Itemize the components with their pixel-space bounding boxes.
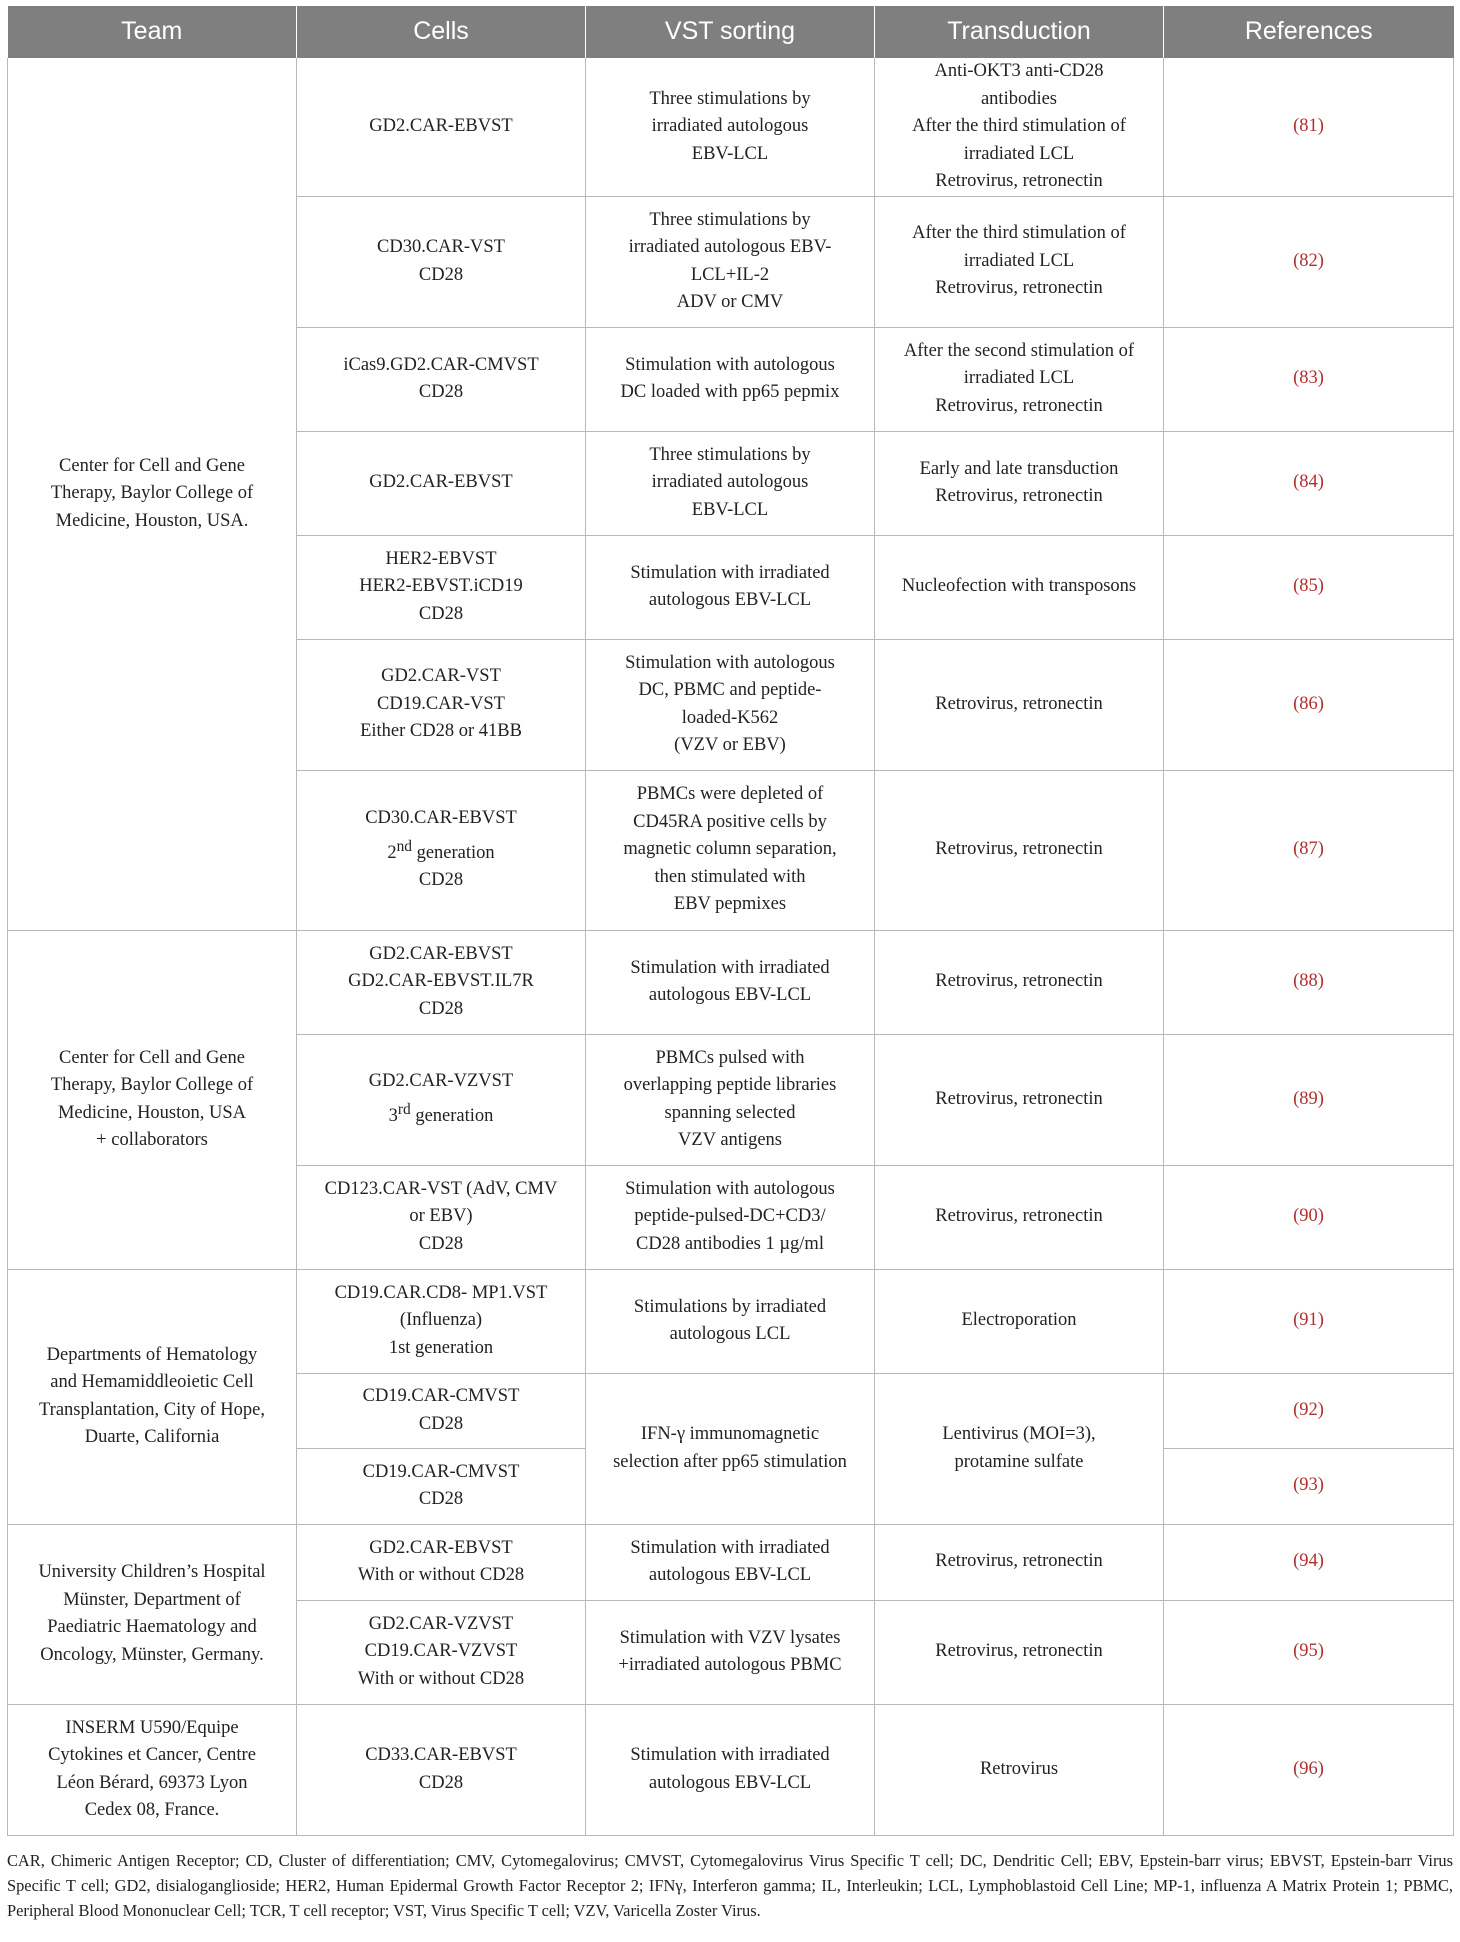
- transduction-line: Nucleofection with transposons: [901, 576, 1137, 597]
- sorting-cell: [586, 431, 875, 535]
- sorting-line: Stimulation with autologous: [625, 1178, 835, 1199]
- transduction-cell: [875, 930, 1164, 1034]
- reference-cell: (90): [1164, 1165, 1454, 1269]
- transduction-cell: [875, 639, 1164, 770]
- sorting-cell: [586, 196, 875, 327]
- sorting-cell: [586, 1165, 875, 1269]
- cells-line: GD2.CAR-EBVST: [369, 1537, 513, 1558]
- team-line: Münster, Department of: [63, 1589, 241, 1610]
- cells-cell: [297, 1034, 586, 1165]
- header-team: Team: [8, 6, 297, 58]
- sorting-line: ADV or CMV: [676, 292, 784, 312]
- header-transduction: Transduction: [875, 6, 1164, 58]
- sorting-line: Stimulation with irradiated: [630, 957, 830, 978]
- team-line: Cedex 08, France.: [84, 1800, 220, 1820]
- sorting-line: Stimulation with irradiated: [630, 562, 830, 583]
- cells-line: CD28: [418, 264, 464, 285]
- cells-line: HER2-EBVST.iCD19: [359, 576, 523, 597]
- reference-link[interactable]: 93: [1299, 1475, 1318, 1496]
- team-line: Duarte, California: [84, 1427, 220, 1447]
- transduction-line: Retrovirus, retronectin: [935, 395, 1103, 416]
- transduction-cell: [875, 431, 1164, 535]
- reference-cell: (92): [1164, 1373, 1454, 1448]
- cells-cell: [297, 639, 586, 770]
- reference-link[interactable]: 94: [1299, 1551, 1318, 1572]
- transduction-line: Retrovirus, retronectin: [935, 1206, 1103, 1227]
- team-line: University Children’s Hospital: [38, 1562, 266, 1582]
- transduction-line: Retrovirus, retronectin: [935, 486, 1103, 506]
- sorting-line: EBV-LCL: [691, 499, 769, 520]
- sorting-line: Stimulation with irradiated: [630, 1537, 830, 1558]
- transduction-line: Retrovirus: [979, 1758, 1059, 1779]
- reference-link[interactable]: 89: [1299, 1088, 1318, 1109]
- team-cell: [8, 58, 297, 930]
- sorting-line: Three stimulations by: [649, 88, 811, 109]
- transduction-line: After the second stimulation of: [903, 340, 1135, 361]
- cells-line: With or without CD28: [357, 1668, 525, 1689]
- sorting-line: autologous EBV-LCL: [648, 1772, 812, 1793]
- sorting-line: irradiated autologous EBV-: [628, 237, 832, 257]
- cells-cell: [297, 1524, 586, 1600]
- transduction-line: Lentivirus (MOI=3),: [942, 1424, 1096, 1444]
- transduction-line: irradiated LCL: [963, 143, 1075, 164]
- sorting-line: CD28 antibodies 1 µg/ml: [636, 1233, 824, 1254]
- sorting-line: spanning selected: [664, 1102, 796, 1123]
- team-line: Léon Bérard, 69373 Lyon: [56, 1772, 248, 1793]
- reference-cell: (91): [1164, 1269, 1454, 1373]
- cells-line: iCas9.GD2.CAR-CMVST: [343, 354, 539, 375]
- reference-link[interactable]: 96: [1299, 1758, 1318, 1779]
- sorting-line: Stimulation with irradiated: [630, 1745, 830, 1765]
- reference-link[interactable]: 82: [1299, 250, 1318, 271]
- cells-line: GD2.CAR-EBVST: [369, 943, 513, 964]
- reference-cell: (84): [1164, 431, 1454, 535]
- sorting-cell: [586, 1034, 875, 1165]
- sorting-line: EBV-LCL: [691, 143, 769, 164]
- cells-cell: [297, 1373, 586, 1448]
- transduction-line: protamine sulfate: [954, 1451, 1084, 1472]
- team-line: INSERM U590/Equipe: [65, 1717, 239, 1738]
- header-cells: Cells: [297, 6, 586, 58]
- reference-cell: (82): [1164, 196, 1454, 327]
- cells-cell: [297, 1448, 586, 1524]
- sorting-line: magnetic column separation,: [623, 839, 837, 860]
- cells-cell: [297, 431, 586, 535]
- cells-line: GD2.CAR-VZVST: [368, 1613, 514, 1634]
- cells-cell: [297, 770, 586, 930]
- transduction-cell: [875, 1034, 1164, 1165]
- cells-line: 1st generation: [388, 1337, 494, 1358]
- transduction-line: After the third stimulation of: [912, 223, 1126, 244]
- transduction-line: Retrovirus, retronectin: [935, 839, 1103, 860]
- cells-cell: [297, 1269, 586, 1373]
- reference-link[interactable]: 88: [1299, 971, 1318, 992]
- transduction-line: Early and late transduction: [919, 458, 1119, 479]
- reference-link[interactable]: 86: [1299, 693, 1318, 714]
- sorting-line: autologous EBV-LCL: [648, 985, 812, 1005]
- transduction-cell: [875, 1373, 1164, 1524]
- transduction-cell: [875, 196, 1164, 327]
- team-cell: [8, 930, 297, 1269]
- cells-line: GD2.CAR-VZVST: [368, 1071, 514, 1092]
- team-line: Cytokines et Cancer, Centre: [48, 1745, 256, 1765]
- sorting-cell: [586, 1269, 875, 1373]
- transduction-cell: [875, 1269, 1164, 1373]
- sorting-line: Stimulation with VZV lysates: [619, 1627, 841, 1648]
- data-table: [7, 6, 1454, 1836]
- team-line: Center for Cell and Gene: [59, 455, 245, 476]
- reference-cell: (93): [1164, 1448, 1454, 1524]
- cells-line: CD28: [418, 603, 464, 624]
- cells-line: GD2.CAR-VST: [381, 666, 501, 687]
- cells-cell: [297, 1704, 586, 1835]
- cells-line: With or without CD28: [357, 1565, 525, 1585]
- sorting-cell: [586, 58, 875, 196]
- sorting-line: selection after pp65 stimulation: [613, 1451, 847, 1472]
- sorting-line: PBMCs were depleted of: [636, 784, 824, 805]
- table-row: [8, 1524, 1454, 1600]
- transduction-line: Retrovirus, retronectin: [935, 1641, 1103, 1662]
- table-row: [8, 1704, 1454, 1835]
- transduction-line: Anti-OKT3 anti-CD28: [934, 61, 1104, 81]
- cells-line: CD19.CAR-VZVST: [364, 1641, 518, 1662]
- transduction-line: Retrovirus, retronectin: [935, 278, 1103, 299]
- reference-cell: (89): [1164, 1034, 1454, 1165]
- reference-link[interactable]: 95: [1299, 1641, 1318, 1662]
- reference-cell: (95): [1164, 1600, 1454, 1704]
- sorting-line: DC, PBMC and peptide-: [638, 680, 822, 700]
- cells-line: CD28: [418, 998, 464, 1019]
- transduction-cell: [875, 770, 1164, 930]
- sorting-line: loaded-K562: [681, 707, 779, 728]
- cells-line: (Influenza): [399, 1310, 483, 1331]
- sorting-line: (VZV or EBV): [674, 735, 786, 755]
- sorting-line: CD45RA positive cells by: [633, 811, 827, 832]
- team-line: + collaborators: [96, 1130, 208, 1150]
- cells-cell: [297, 58, 586, 196]
- transduction-cell: [875, 58, 1164, 196]
- team-line: Center for Cell and Gene: [59, 1047, 245, 1068]
- cells-cell: [297, 1165, 586, 1269]
- transduction-line: Retrovirus, retronectin: [935, 171, 1103, 191]
- team-cell: [8, 1524, 297, 1704]
- cells-line: CD30.CAR-EBVST: [365, 808, 517, 829]
- cells-line: Either CD28 or 41BB: [360, 721, 522, 742]
- reference-link[interactable]: 92: [1299, 1399, 1318, 1420]
- sorting-line: then stimulated with: [654, 866, 806, 887]
- table-row: [8, 1269, 1454, 1373]
- team-line: Paediatric Haematology and: [47, 1617, 257, 1637]
- transduction-line: Retrovirus, retronectin: [935, 1088, 1103, 1109]
- cells-line: CD19.CAR.CD8- MP1.VST: [334, 1282, 548, 1303]
- reference-cell: (83): [1164, 327, 1454, 431]
- sorting-cell: [586, 327, 875, 431]
- sorting-line: LCL+IL-2: [690, 264, 770, 285]
- cells-line: GD2.CAR-EBVST: [369, 116, 513, 136]
- sorting-line: Stimulation with autologous: [625, 354, 835, 375]
- cells-line: 3rd generation: [388, 1100, 494, 1127]
- sorting-cell: [586, 1704, 875, 1835]
- reference-cell: (86): [1164, 639, 1454, 770]
- reference-cell: (81): [1164, 58, 1454, 196]
- team-line: Medicine, Houston, USA.: [55, 510, 249, 531]
- transduction-cell: [875, 1600, 1164, 1704]
- cells-line: CD28: [418, 1233, 464, 1254]
- transduction-cell: [875, 1704, 1164, 1835]
- sorting-cell: [586, 639, 875, 770]
- sorting-line: autologous EBV-LCL: [648, 1565, 812, 1585]
- reference-link[interactable]: 87: [1299, 839, 1318, 860]
- transduction-line: Retrovirus, retronectin: [935, 693, 1103, 714]
- team-line: and Hemamiddleoietic Cell: [50, 1372, 254, 1392]
- transduction-cell: [875, 327, 1164, 431]
- sorting-cell: [586, 1373, 875, 1524]
- header-row: [8, 6, 1454, 58]
- team-cell: [8, 1704, 297, 1835]
- table-footnote: CAR, Chimeric Antigen Receptor; CD, Cluster of differentiation; CMV, Cytomegalovirus; CMVST, Cytomegalovirus Virus Specific T cell; DC, Dendritic Cell; EBV, Epstein-barr virus; EBVST, Epstein-barr Virus Specific T cell; GD2, disialoganglioside; HER2, Human Epidermal Growth Factor Receptor 2; IFNγ, Interferon gamma; IL, Interleukin; LCL, Lymphoblastoid Cell Line; MP-1, influenza A Matrix Protein 1; PBMC, Peripheral Blood Mononuclear Cell; TCR, T cell receptor; VST, Virus Specific T cell; VZV, Varicella Zoster Virus.: [7, 1851, 1453, 1920]
- cells-line: CD19.CAR-VST: [377, 693, 505, 714]
- sorting-line: +irradiated autologous PBMC: [618, 1655, 842, 1675]
- transduction-line: Retrovirus, retronectin: [935, 971, 1103, 992]
- reference-link[interactable]: 81: [1299, 116, 1318, 136]
- cells-cell: [297, 327, 586, 431]
- team-line: Therapy, Baylor College of: [50, 483, 254, 503]
- cells-line: CD19.CAR-CMVST: [362, 1386, 520, 1406]
- team-line: Departments of Hematology: [46, 1344, 258, 1365]
- reference-cell: (94): [1164, 1524, 1454, 1600]
- sorting-line: irradiated autologous: [651, 116, 809, 136]
- sorting-line: peptide-pulsed-DC+CD3/: [634, 1206, 826, 1227]
- reference-cell: (88): [1164, 930, 1454, 1034]
- transduction-cell: [875, 1165, 1164, 1269]
- reference-cell: (85): [1164, 535, 1454, 639]
- transduction-line: antibodies: [980, 88, 1058, 109]
- sorting-line: autologous LCL: [669, 1324, 791, 1344]
- transduction-line: irradiated LCL: [963, 250, 1075, 271]
- cells-line: GD2.CAR-EBVST: [369, 472, 513, 493]
- cells-line: HER2-EBVST: [385, 548, 497, 569]
- sorting-line: irradiated autologous: [651, 472, 809, 493]
- cells-line: CD28: [418, 1489, 464, 1509]
- cells-line: GD2.CAR-EBVST.IL7R: [348, 971, 534, 992]
- cells-line: CD33.CAR-EBVST: [365, 1745, 517, 1765]
- sorting-cell: [586, 770, 875, 930]
- sorting-line: Stimulations by irradiated: [633, 1296, 827, 1317]
- cells-line: CD30.CAR-VST: [377, 237, 505, 257]
- sorting-line: VZV antigens: [678, 1130, 782, 1150]
- cells-cell: [297, 196, 586, 327]
- reference-cell: (87): [1164, 770, 1454, 930]
- sorting-line: autologous EBV-LCL: [648, 590, 812, 610]
- sorting-cell: [586, 1600, 875, 1704]
- cells-line: CD28: [418, 382, 464, 402]
- cells-cell: [297, 930, 586, 1034]
- cells-line: CD28: [418, 870, 464, 891]
- transduction-line: After the third stimulation of: [912, 116, 1126, 136]
- transduction-cell: [875, 535, 1164, 639]
- transduction-cell: [875, 1524, 1164, 1600]
- sorting-cell: [586, 930, 875, 1034]
- reference-cell: (96): [1164, 1704, 1454, 1835]
- transduction-line: irradiated LCL: [963, 368, 1075, 389]
- sorting-line: overlapping peptide libraries: [623, 1075, 837, 1095]
- cells-cell: [297, 535, 586, 639]
- reference-link[interactable]: 84: [1299, 472, 1318, 493]
- header-vst-sorting: VST sorting: [586, 6, 875, 58]
- team-line: Oncology, Münster, Germany.: [40, 1644, 264, 1665]
- cells-line: CD28: [418, 1413, 464, 1434]
- sorting-line: PBMCs pulsed with: [655, 1047, 805, 1068]
- sorting-line: Three stimulations by: [649, 444, 811, 465]
- cells-line: 2nd generation: [387, 837, 495, 863]
- sorting-line: Three stimulations by: [649, 209, 811, 230]
- table-row: [8, 58, 1454, 196]
- sorting-cell: [586, 535, 875, 639]
- reference-link[interactable]: 83: [1299, 368, 1318, 389]
- cells-line: CD19.CAR-CMVST: [362, 1461, 520, 1482]
- sorting-line: Stimulation with autologous: [625, 652, 835, 673]
- reference-link[interactable]: 90: [1299, 1206, 1318, 1227]
- transduction-line: Retrovirus, retronectin: [935, 1551, 1103, 1572]
- sorting-line: IFN-γ immunomagnetic: [640, 1424, 820, 1444]
- team-line: Therapy, Baylor College of: [50, 1075, 254, 1095]
- cells-cell: [297, 1600, 586, 1704]
- sorting-line: DC loaded with pp65 pepmix: [620, 382, 840, 402]
- table-container: [7, 6, 1453, 1836]
- team-line: Medicine, Houston, USA: [57, 1102, 247, 1123]
- sorting-cell: [586, 1524, 875, 1600]
- table-row: [8, 930, 1454, 1034]
- cells-line: or EBV): [409, 1206, 473, 1227]
- team-line: Transplantation, City of Hope,: [39, 1399, 265, 1420]
- sorting-line: EBV pepmixes: [673, 894, 787, 915]
- cells-line: CD123.CAR-VST (AdV, CMV: [324, 1178, 558, 1199]
- header-references: References: [1164, 6, 1454, 58]
- reference-link[interactable]: 85: [1299, 576, 1318, 597]
- cells-line: CD28: [418, 1772, 464, 1793]
- team-cell: [8, 1269, 297, 1524]
- transduction-line: Electroporation: [961, 1310, 1077, 1331]
- reference-link[interactable]: 91: [1299, 1310, 1318, 1331]
